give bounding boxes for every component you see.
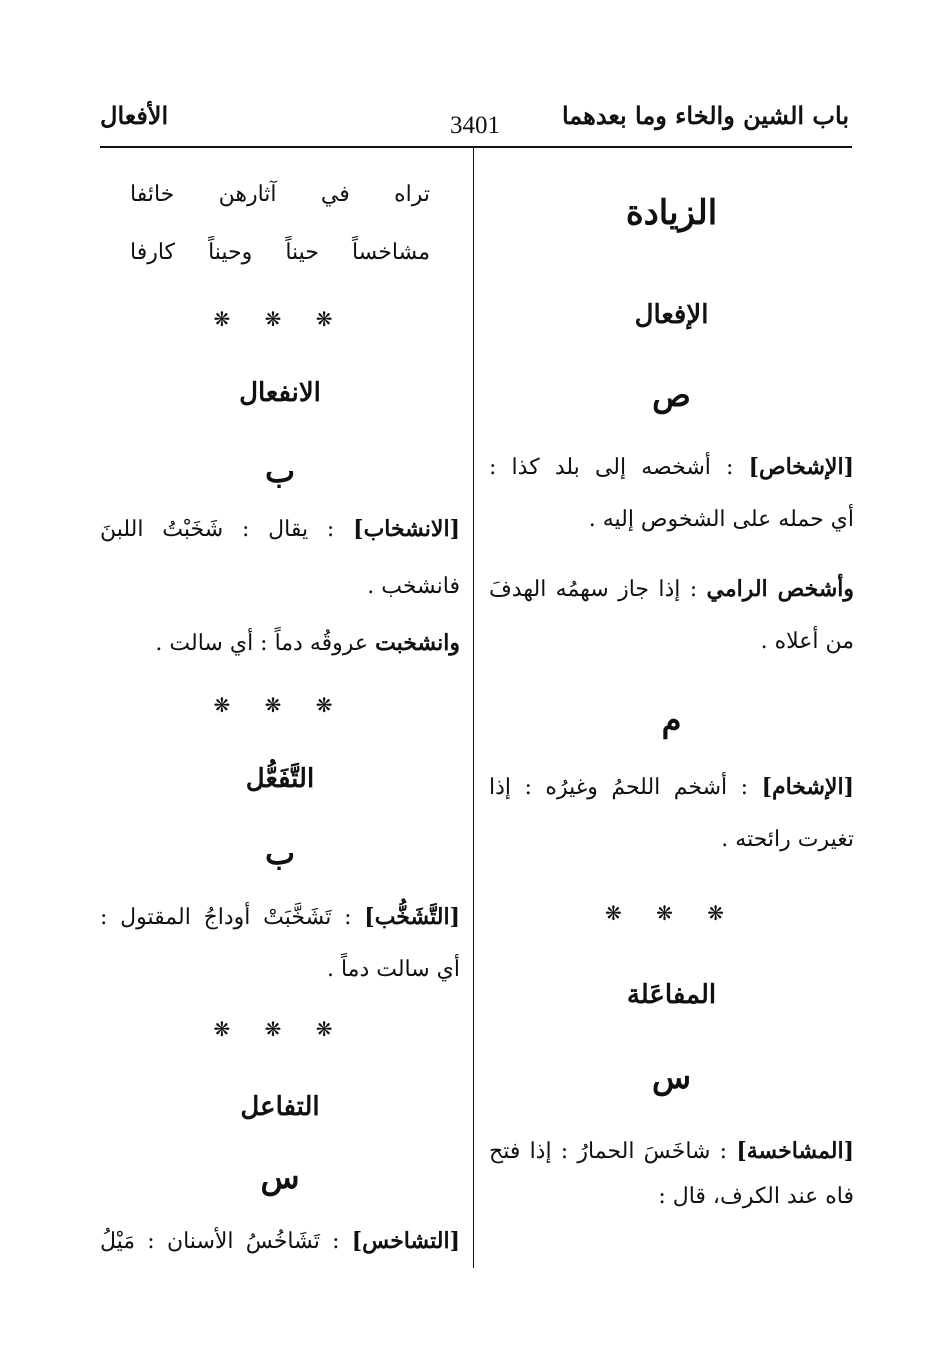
section-separator: ❋ ❋ ❋	[605, 901, 738, 925]
section-separator: ❋ ❋ ❋	[213, 307, 347, 331]
subsection-title: الانفعال	[239, 378, 321, 408]
entry-line	[100, 1226, 460, 1257]
column-divider	[473, 148, 474, 1268]
entry-term: [الانشخاب]	[353, 516, 460, 542]
subsection-title: التفاعل	[240, 1092, 320, 1122]
entry-text: عروقُه دماً : أي سالت .	[155, 631, 369, 656]
running-head-section: الأفعال	[100, 101, 169, 130]
entry-line	[100, 902, 460, 933]
section-separator: ❋ ❋ ❋	[213, 693, 347, 717]
entry-line	[489, 1136, 854, 1167]
entry-line	[489, 772, 854, 803]
entry-line: فانشخب .	[367, 574, 460, 599]
letter-heading: س	[260, 1158, 300, 1196]
header-rule	[100, 146, 852, 148]
entry-term: [الإشخام]	[761, 774, 854, 800]
subsection-title: المفاعَلة	[626, 980, 717, 1010]
entry-term: وانشخبت	[375, 630, 460, 656]
letter-heading: س	[651, 1058, 692, 1096]
entry-text: : تَشَخَّبَتْ أوداجُ المقتول :	[100, 905, 352, 930]
entry-text: : إذا جاز سهمُه الهدفَ	[489, 577, 698, 602]
entry-text: : تَشَاخُسُ الأسنان : مَيْلُ	[100, 1229, 340, 1254]
letter-heading: ص	[652, 376, 691, 414]
running-head-chapter: باب الشين والخاء وما بعدهما	[561, 101, 849, 130]
entry-term: وأشخص الرامي	[706, 576, 855, 602]
entry-line	[489, 452, 854, 483]
letter-heading: ب	[264, 834, 296, 872]
verse-line: تراه في آثارهن خائفا	[130, 182, 430, 207]
entry-line: تغيرت رائحته .	[721, 827, 854, 852]
entry-line: فاه عند الكرف، قال :	[658, 1184, 854, 1209]
entry-text: : أشخصه إلى بلد كذا :	[489, 455, 734, 480]
entry-line	[100, 628, 460, 659]
entry-line	[100, 514, 460, 545]
entry-text: : شاخَسَ الحمارُ : إذا فتح	[489, 1139, 728, 1164]
entry-term: [المشاخسة]	[736, 1138, 855, 1164]
subsection-title: الإفعال	[634, 300, 709, 330]
letter-heading: م	[661, 701, 682, 739]
entry-line: من أعلاه .	[760, 629, 854, 654]
entry-line	[489, 574, 854, 605]
entry-text: : يقال : شَخَبْتُ اللبنَ	[100, 517, 335, 542]
subsection-title: التَّفَعُّل	[245, 764, 315, 794]
section-title: الزيادة	[625, 193, 718, 233]
entry-line: أي سالت دماً .	[326, 957, 460, 982]
verse-line: مشاخساً حيناً وحيناً كارفا	[130, 240, 430, 265]
entry-term: [التشاخس]	[351, 1228, 460, 1254]
entry-term: [الإشخاص]	[748, 454, 854, 480]
entry-term: [التَّشَخُّب]	[364, 904, 460, 930]
entry-line: أي حمله على الشخوص إليه .	[588, 507, 854, 532]
letter-heading: ب	[264, 452, 296, 490]
section-separator: ❋ ❋ ❋	[213, 1017, 347, 1041]
page-number: 3401	[450, 112, 500, 139]
entry-text: : أشخم اللحمُ وغيرُه : إذا	[489, 775, 749, 800]
